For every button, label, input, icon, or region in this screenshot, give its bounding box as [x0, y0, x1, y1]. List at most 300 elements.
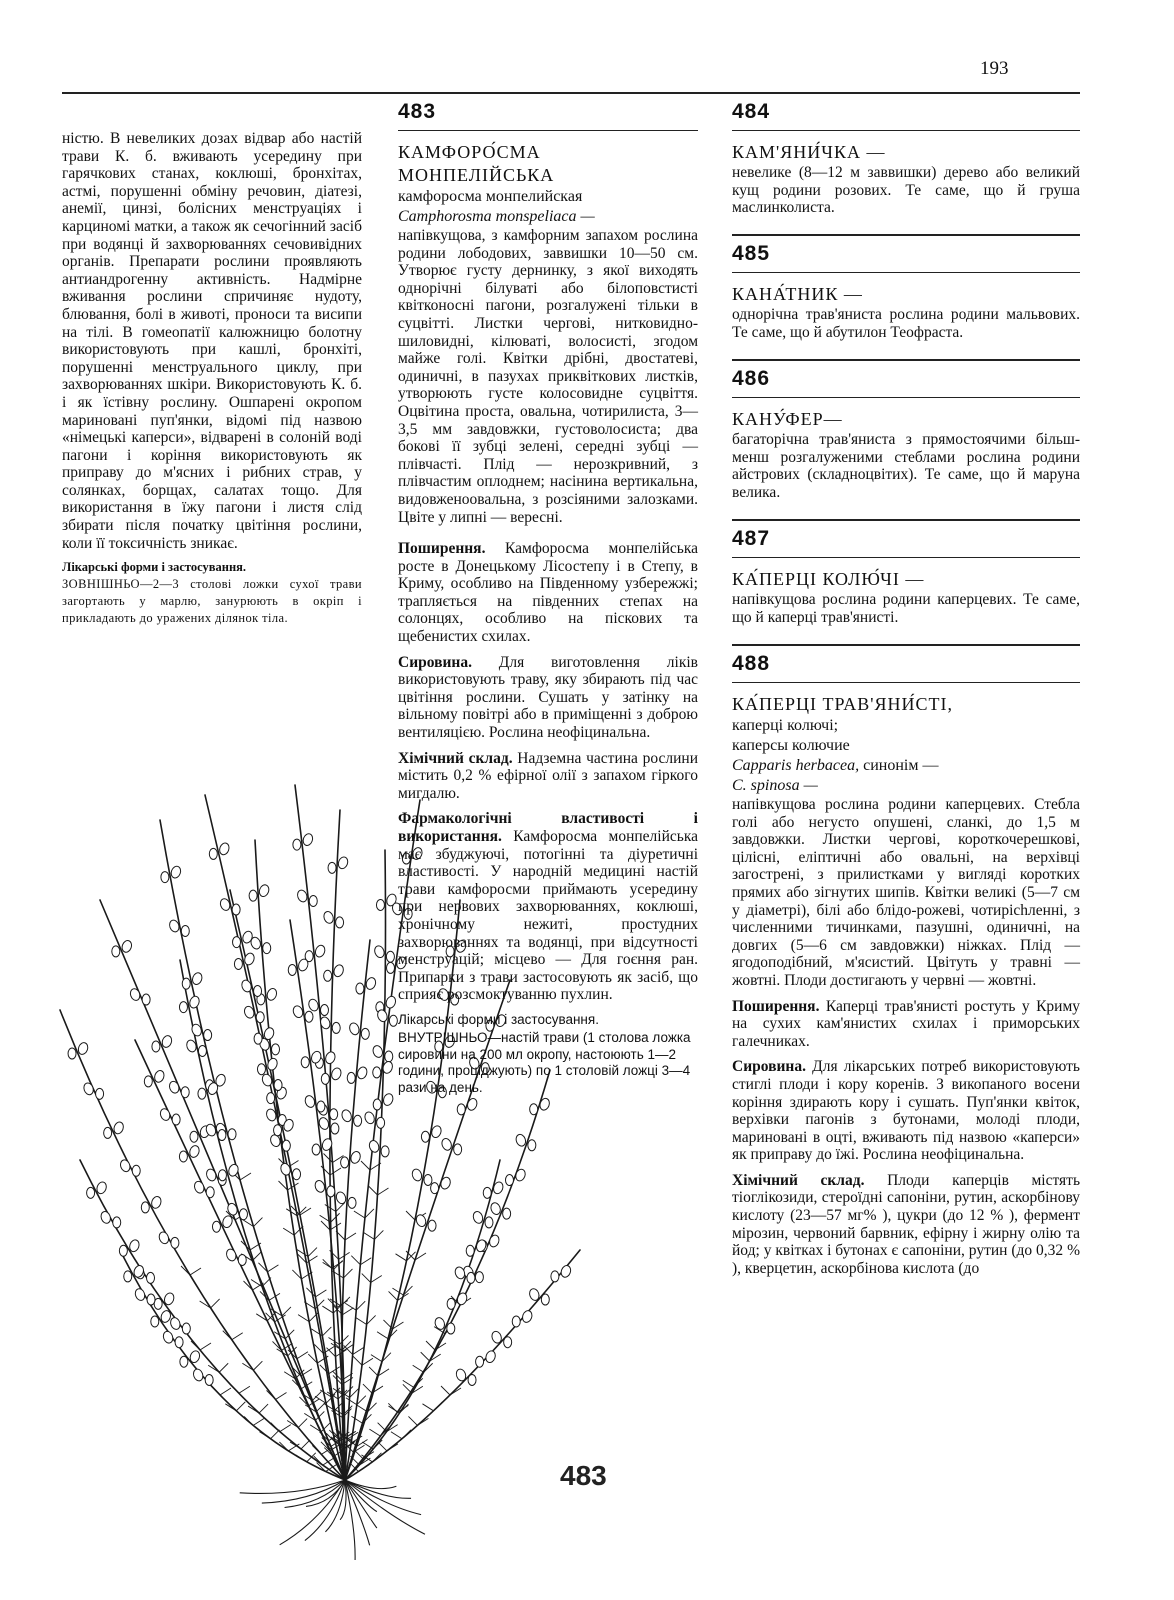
- plant-bud: [456, 1292, 469, 1306]
- headword: КА́ПЕРЦІ КОЛЮ́ЧІ —: [732, 569, 925, 589]
- plant-bud: [373, 1067, 381, 1078]
- plant-bud: [124, 1271, 132, 1282]
- plant-bud: [307, 998, 320, 1012]
- latin-name: Camphorosma monspeliaca —: [398, 208, 595, 225]
- plant-bud: [204, 1030, 212, 1041]
- plant-leaf: [343, 1269, 352, 1278]
- headword-line-1: КАМФОРО́СМА: [398, 142, 541, 162]
- plant-leaf: [363, 1384, 372, 1393]
- plant-leaf: [389, 1291, 398, 1300]
- russian-name: каперсы колючие: [732, 737, 850, 754]
- plant-bud: [376, 899, 384, 910]
- section-chemistry: [732, 1172, 1080, 1278]
- plant-bud: [331, 1123, 339, 1134]
- entry-number: 483: [398, 100, 698, 131]
- plant-bud: [205, 1374, 213, 1385]
- plant-leaf: [363, 1232, 374, 1239]
- latin-line: [732, 756, 1080, 776]
- plant-leaf: [271, 1430, 280, 1439]
- plant-bud: [141, 1202, 149, 1213]
- plant-bud: [349, 1150, 362, 1164]
- plant-leaf: [323, 1458, 334, 1465]
- plant-leaf: [262, 1278, 271, 1287]
- plant-bud: [181, 1087, 189, 1098]
- plant-leaf: [358, 1465, 369, 1472]
- plant-bud: [96, 1088, 104, 1099]
- plant-bud: [233, 937, 241, 948]
- plant-bud: [188, 995, 201, 1009]
- plant-bud: [330, 1067, 343, 1081]
- plant-leaf: [351, 1416, 362, 1423]
- plant-leaf: [288, 1444, 299, 1451]
- plant-bud: [447, 1323, 455, 1334]
- plant-bud: [190, 1131, 198, 1142]
- section-text: Для виготовлення ліків використовують траву, яку збирають під час цвітіння рослини. Сушать у затінку на вільному повітрі або в приміщенні з доброю вентиляцією. Рослина неофіцинальна.: [398, 653, 698, 742]
- plant-bud: [428, 1220, 436, 1231]
- plant-bud: [341, 1157, 349, 1168]
- plant-bud: [142, 994, 150, 1005]
- section-lead: Хімічний склад.: [732, 1171, 865, 1189]
- plant-leaf: [321, 1166, 330, 1175]
- plant-bud: [302, 832, 315, 846]
- plant-leaf: [369, 1367, 378, 1376]
- plant-bud: [483, 1187, 491, 1198]
- plant-bud: [472, 1210, 485, 1224]
- plant-bud: [132, 1165, 140, 1176]
- plant-leaf: [353, 1347, 364, 1354]
- plant-leaf: [378, 1423, 387, 1432]
- plant-bud: [373, 1099, 381, 1110]
- latin-name: Capparis herbacea,: [732, 757, 860, 774]
- plant-bud: [254, 985, 262, 996]
- plant-leaf: [244, 1416, 253, 1425]
- headword: КАНУ́ФЕР—: [732, 409, 843, 429]
- entry-484-rule: [732, 92, 1080, 131]
- entry-487: [732, 519, 1080, 644]
- plant-bud: [348, 1197, 356, 1208]
- plant-bud: [87, 1187, 95, 1198]
- section-distribution: [732, 998, 1080, 1051]
- plant-leaf: [260, 1432, 271, 1439]
- forms-text: ВНУТРІШНЬО—настій трави (1 столова ложка сировини на 200 мл окропу, настоюють 1—2 години, проціджують) по 1 столовій ложці 3—4 рази на день.: [398, 1030, 691, 1095]
- plant-leaf: [354, 1450, 363, 1459]
- synonym-word: синонім —: [863, 757, 939, 774]
- plant-leaf: [298, 1419, 307, 1428]
- plant-bud: [170, 865, 183, 879]
- right-column: [732, 92, 1080, 1285]
- plant-bud: [212, 1221, 220, 1232]
- plant-leaf: [396, 1254, 407, 1261]
- plant-bud: [382, 1092, 395, 1106]
- plant-bud: [317, 1101, 325, 1112]
- plant-bud: [257, 1064, 265, 1075]
- plant-bud: [530, 1104, 538, 1115]
- plant-bud: [182, 1323, 190, 1334]
- section-lead: Фармакологічні властивості і використання.: [398, 810, 698, 845]
- plant-bud: [476, 1356, 484, 1367]
- entry-488: [732, 644, 1080, 1277]
- plant-bud: [179, 1002, 187, 1013]
- plant-leaf: [211, 1299, 220, 1308]
- plant-bud: [263, 943, 271, 954]
- plant-bud: [227, 1163, 240, 1177]
- plant-bud: [206, 1187, 214, 1198]
- plant-leaf: [211, 1386, 220, 1395]
- plant-leaf: [230, 1384, 239, 1393]
- plant-bud: [147, 1294, 155, 1305]
- plant-bud: [112, 946, 120, 957]
- plant-bud: [439, 1176, 452, 1190]
- plant-leaf: [402, 1430, 411, 1439]
- section-text: Камфоросма монпелійська має збуджуючі, потогінні та діуретичні властивості. У народній медицині настій трави камфоросми приймають усередину при нервових захворюваннях, коклюші, хронічному нежиті, простудних захворюваннях та водянці, при відсутності менструацій; місцево — Для гоєння ран. Припарки з трави застосовують як засіб, що сприяє розсмоктуванню пухлин.: [398, 828, 698, 1004]
- section-lead: Сировина.: [398, 653, 472, 671]
- plant-leaf: [219, 1363, 228, 1372]
- plant-bud: [356, 1066, 369, 1080]
- plant-leaf: [391, 1432, 402, 1439]
- entry-484: [732, 92, 1080, 234]
- plant-bud: [293, 1169, 301, 1180]
- plant-leaf: [312, 1445, 321, 1454]
- plant-bud: [411, 1168, 424, 1182]
- latin-synonym: C. spinosa —: [732, 777, 818, 794]
- plant-leaf: [387, 1444, 398, 1451]
- section-text: Камфоросма монпелійська росте в Донецькому Лісостепу і в Степу, в Криму, особливо на Південному узбережжі; трапляється на південних степах на солонцях, особливо на піскових та щебенистих схилах.: [398, 540, 698, 646]
- section-lead: Поширення.: [398, 540, 486, 558]
- plant-root: [280, 1480, 345, 1545]
- plant-bud: [179, 1151, 187, 1162]
- forms-heading: Лікарські форми і застосування.: [62, 560, 247, 575]
- headword: КАНА́ТНИК —: [732, 284, 863, 304]
- plant-bud: [305, 1011, 313, 1022]
- plant-leaf: [239, 1386, 250, 1393]
- plant-bud: [234, 958, 242, 969]
- plant-leaf: [236, 1402, 245, 1411]
- plant-leaf: [200, 1343, 211, 1350]
- entry-488-rule: [732, 644, 1080, 683]
- plant-leaf: [336, 1203, 345, 1212]
- plant-leaf: [422, 1404, 433, 1411]
- plant-leaf: [353, 1356, 362, 1365]
- plant-bud: [440, 1137, 453, 1151]
- section-lead: Хімічний склад.: [398, 749, 513, 767]
- plant-bud: [368, 1139, 381, 1153]
- plant-leaf: [354, 1211, 365, 1218]
- plant-bud: [336, 917, 344, 928]
- description: багаторічна трав'яниста з прямостоячими більш-менш розгалуженими стеблами рослина родини айстрових (складноцвітих). Те саме, що й маруна велика.: [732, 431, 1080, 501]
- plant-bud: [254, 1033, 262, 1044]
- plant-bud: [198, 1045, 206, 1056]
- plant-bud: [457, 1104, 465, 1115]
- plant-leaf: [357, 1405, 368, 1412]
- plant-bud: [320, 1005, 328, 1016]
- plant-leaf: [190, 1268, 201, 1275]
- description: однорічна трав'яниста рослина родини мальвових. Те саме, що й абутилон Теофраста.: [732, 306, 1080, 341]
- plant-bud: [249, 890, 257, 901]
- plant-leaf: [388, 1406, 399, 1413]
- plant-leaf: [433, 1402, 442, 1411]
- plant-bud: [385, 1051, 393, 1062]
- plant-bud: [337, 856, 350, 870]
- russian-name: камфоросма монпелийская: [398, 188, 583, 205]
- plant-bud: [421, 1131, 429, 1142]
- plant-bud: [172, 1114, 180, 1125]
- section-distribution: [398, 540, 698, 646]
- plant-bud: [209, 848, 217, 859]
- plant-leaf: [392, 1288, 403, 1295]
- plant-bud: [541, 1294, 549, 1305]
- page-number: 193: [980, 58, 1009, 79]
- plant-bud: [151, 1316, 159, 1327]
- plant-bud: [322, 910, 335, 924]
- plant-bud: [468, 1374, 476, 1385]
- description: напівкущова, з камфорним запахом рослина родини лободових, заввишки 10—50 см. Утворює густу дернинку, з якої виходять однорічні білуваті або білоповстисті квітконосні пагони, розгалужені тільки в суцвітті. Листки чергові, нитковидно-шиловидні, кілюваті, волосисті, згодом майже голі. Квітки дрібні, двостатеві, одиничні, в пазухах приквіткових листків, утворюють густе колосовидне суцвіття. Оцвітина проста, овальна, чотирилиста, 3—3,5 мм завдовжки, густоволосиста; два бокові її зубці зелені, середні зубці — плівчасті. Плід — нерозкривний, з плівчастим оплоднем; насінина вертикальна, видовженоовальна, з розсіяними залозками. Цвіте у липні — вересні.: [398, 227, 698, 526]
- plant-bud: [129, 987, 142, 1001]
- plant-leaf: [331, 1213, 340, 1222]
- plant-bud: [168, 1080, 181, 1094]
- plant-bud: [293, 839, 301, 850]
- entry-number: 488: [732, 652, 1080, 683]
- plant-bud: [505, 1175, 513, 1186]
- plant-bud: [282, 1140, 290, 1151]
- plant-bud: [504, 1337, 512, 1348]
- section-raw-material: [732, 1058, 1080, 1164]
- plant-bud: [182, 978, 190, 989]
- plant-bud: [514, 1168, 527, 1182]
- plant-bud: [158, 1231, 171, 1245]
- plant-bud: [99, 1210, 112, 1224]
- plant-bud: [274, 1080, 282, 1091]
- description: невелике (8—12 м заввишки) дерево або великий кущ родини розових. Те саме, що й груша маслинколиста.: [732, 164, 1080, 217]
- alternate-name: каперці колючі;: [732, 717, 839, 734]
- entry-485: [732, 234, 1080, 359]
- plant-leaf: [331, 1411, 342, 1418]
- plant-leaf: [220, 1388, 231, 1395]
- plant-bud: [340, 1109, 353, 1123]
- plant-bud: [424, 1174, 432, 1185]
- plant-bud: [327, 1186, 335, 1197]
- headword: КА́ПЕРЦІ ТРАВ'ЯНИ́СТІ,: [732, 694, 953, 714]
- plant-leaf: [240, 1173, 251, 1180]
- plant-bud: [371, 1044, 384, 1058]
- plant-bud: [181, 925, 189, 936]
- plant-bud: [134, 1287, 147, 1301]
- plant-bud: [521, 1309, 534, 1323]
- plant-bud: [218, 1130, 226, 1141]
- plant-bud: [354, 1115, 362, 1126]
- plant-bud: [169, 1316, 182, 1330]
- plant-bud: [321, 1073, 329, 1084]
- plant-bud: [361, 1028, 369, 1039]
- plant-bud: [175, 1337, 183, 1348]
- plant-leaf: [372, 1453, 381, 1462]
- plant-leaf: [339, 1335, 348, 1344]
- plant-bud: [330, 1109, 338, 1120]
- plant-leaf: [276, 1392, 287, 1399]
- plant-bud: [373, 945, 386, 959]
- plant-bud: [488, 1234, 501, 1248]
- plant-bud: [104, 1127, 112, 1138]
- section-text: Надземна частина рослини містить 0,2 % ефірної олії з запахом гіркого мигдалю.: [398, 749, 698, 802]
- plant-leaf: [369, 1429, 380, 1436]
- plant-leaf: [280, 1425, 291, 1432]
- plant-bud: [385, 995, 398, 1009]
- headword-line-2: МОНПЕЛІЙСЬКА: [398, 165, 555, 185]
- plant-leaf: [360, 1258, 371, 1265]
- entry-486-rule: [732, 359, 1080, 398]
- plant-stem: [345, 1160, 500, 1480]
- plant-bud: [193, 1180, 206, 1194]
- plant-bud: [232, 904, 240, 915]
- plant-bud: [144, 1076, 152, 1087]
- plant-leaf: [294, 1226, 303, 1235]
- plant-bud: [363, 1111, 376, 1125]
- plant-bud: [205, 1168, 218, 1182]
- continued-entry-text: ністю. В невеликих дозах відвар або настій трави К. б. вживають усередину при гарячкових станах, коклюші, бронхітах, астмі, порушенні обміну речовин, діатезі, анемії, цинзі, болісних менструаціях і карциномі матки, а також як сечогінний засіб при водянці й захворюваннях сечовивідних органів. Препарати рослини проявляють антиандрогенну активність. Надмірне вживання рослини спричиняє нудоту, блювання, болі в животі, проноси та висипи на тілі. В гомеопатії калюжницю болотну використовують при кашлі, бронхіті, порушенні менструального циклу, при захворюваннях шкіри. Використовують К. б. і як їстівну рослину. Ошпарені окропом мариновані пуп'янки, відомі під назвою «німецькі каперси», відварені в солоній воді пагони і коріння використовують як приправу до м'ясних і рибних страв, у солянках, борщах, салатах тощо. Для використання в їжу пагони і листя слід збирати після початку цвітіння рослини, коли її токсичність зникає.: [62, 130, 362, 552]
- plant-bud: [454, 1144, 462, 1155]
- entry-number: 487: [732, 527, 1080, 558]
- plant-leaf: [371, 1276, 382, 1283]
- plant-bud: [225, 1248, 238, 1262]
- plant-leaf: [301, 1440, 310, 1449]
- plant-leaf: [288, 1183, 299, 1190]
- plant-bud: [466, 1245, 474, 1256]
- plant-bud: [431, 1183, 439, 1194]
- plant-leaf: [296, 1455, 307, 1462]
- plant-bud: [484, 1350, 497, 1364]
- section-text: Для лікарських потреб використовують стиглі плоди і кору коренів. З викопаного восени коріння здирають кору і сушать. Пуп'янки квіток, верхівки пагонів з бутонами, молоді плоди, мариновані в оцті, вживають під назвою «каперси» як приправу до їжі. Рослина неофіцинальна.: [732, 1058, 1080, 1164]
- plant-bud: [68, 1048, 76, 1059]
- plant-bud: [347, 1072, 355, 1083]
- plant-bud: [113, 1217, 121, 1228]
- plant-bud: [386, 951, 394, 962]
- plant-leaf: [253, 1418, 264, 1425]
- plant-bud: [348, 1022, 361, 1036]
- description: напівкущова рослина родини каперцевих. Стебла голі або негусто опушені, сланкі, до 1,5 м завдовжки. Листки чергові, короткочерешкові, цілісні, еліптичні або овальні, на верхівці загострені, з прилистками у вигляді коротких прямих або зігнутих шипів. Квітки великі (5—7 см у діаметрі), білі або блідо-рожеві, чотирichленні, з численними тичинками, пазушні, одиничні, на довгих (5—6 см завдовжки) ніжках. Плід — ягодоподібний, м'ясистий. Цвітуть у травні — жовтні. Плоди достигають у червні — жовтні.: [732, 796, 1080, 989]
- plant-bud: [238, 1254, 246, 1265]
- illustration-number: 483: [560, 1460, 607, 1491]
- entry-number: 485: [732, 242, 1080, 273]
- plant-bud: [503, 1208, 511, 1219]
- plant-bud: [475, 1272, 483, 1283]
- left-column: [62, 130, 362, 627]
- section-chemistry: [398, 750, 698, 803]
- plant-bud: [512, 1316, 520, 1327]
- plant-stem: [345, 1070, 550, 1480]
- forms-text: ЗОВНІШНЬО—2—3 столові ложки сухої трави загортають у марлю, занурюють в окріп і прикладають до уражених ділянок тіла.: [62, 577, 362, 626]
- section-lead: Сировина.: [732, 1058, 806, 1076]
- plant-bud: [332, 964, 345, 978]
- plant-bud: [267, 1093, 275, 1104]
- plant-leaf: [316, 1403, 325, 1412]
- plant-bud: [515, 1133, 528, 1147]
- plant-bud: [466, 1097, 479, 1111]
- plant-bud: [324, 1051, 337, 1065]
- entry-number: 486: [732, 367, 1080, 398]
- plant-leaf: [322, 1327, 331, 1336]
- plant-bud: [258, 883, 271, 897]
- plant-leaf: [426, 1341, 435, 1350]
- plant-bud: [528, 1140, 536, 1151]
- plant-leaf: [406, 1211, 415, 1220]
- plant-leaf: [421, 1352, 430, 1361]
- plant-bud: [119, 1245, 127, 1256]
- plant-bud: [159, 1107, 172, 1121]
- plant-bud: [309, 895, 317, 906]
- plant-bud: [162, 1330, 175, 1344]
- plant-bud: [328, 862, 336, 873]
- plant-bud: [239, 1209, 247, 1220]
- headword: КАМ'ЯНИ́ЧКА —: [732, 142, 886, 162]
- plant-bud: [560, 1264, 573, 1278]
- plant-bud: [180, 1356, 188, 1367]
- plant-bud: [192, 1368, 205, 1382]
- plant-bud: [381, 1146, 389, 1157]
- plant-leaf: [290, 1442, 301, 1449]
- plant-leaf: [345, 1233, 356, 1240]
- plant-bud: [119, 1159, 132, 1173]
- plant-bud: [272, 1044, 280, 1055]
- plant-bud: [301, 1057, 309, 1068]
- plant-bud: [467, 1272, 475, 1283]
- plant-bud: [324, 970, 332, 981]
- plant-leaf: [369, 1186, 378, 1195]
- plant-leaf: [408, 1416, 417, 1425]
- plant-leaf: [330, 1223, 341, 1230]
- entry-483: [398, 92, 698, 1096]
- plant-leaf: [346, 1398, 357, 1405]
- plant-leaf: [362, 1274, 371, 1283]
- plant-leaf: [351, 1256, 360, 1265]
- plant-bud: [356, 983, 364, 994]
- plant-leaf: [297, 1352, 308, 1359]
- plant-leaf: [282, 1307, 291, 1316]
- section-lead: Поширення.: [732, 997, 820, 1015]
- plant-bud: [256, 1012, 264, 1023]
- plant-bud: [485, 1217, 493, 1228]
- plant-leaf: [342, 1308, 353, 1315]
- entry-number: 484: [732, 100, 1080, 131]
- entry-486: [732, 359, 1080, 519]
- plant-bud: [218, 1170, 226, 1181]
- plant-leaf: [413, 1365, 424, 1372]
- plant-root: [240, 1480, 345, 1493]
- plant-leaf: [441, 1386, 450, 1395]
- forms-heading: Лікарські форми і застосування.: [398, 1011, 599, 1027]
- plant-bud: [288, 964, 296, 975]
- plant-leaf: [322, 1306, 333, 1313]
- plant-bud: [266, 987, 279, 1001]
- section-pharmacology: [398, 810, 698, 1004]
- plant-leaf: [259, 1404, 268, 1413]
- plant-leaf: [377, 1332, 388, 1339]
- plant-bud: [274, 1125, 282, 1136]
- plant-bud: [314, 944, 327, 958]
- plant-bud: [387, 962, 395, 973]
- plant-bud: [538, 1097, 551, 1111]
- plant-bud: [171, 1237, 179, 1248]
- plant-leaf: [330, 1168, 341, 1175]
- plant-bud: [218, 842, 231, 856]
- plant-bud: [82, 1082, 95, 1096]
- plant-leaf: [308, 1248, 317, 1257]
- plant-leaf: [336, 1350, 347, 1357]
- plant-bud: [335, 1191, 348, 1205]
- plant-leaf: [267, 1390, 276, 1399]
- plant-leaf: [252, 1252, 261, 1261]
- plant-leaf: [362, 1358, 373, 1365]
- plant-leaf: [315, 1290, 326, 1297]
- plant-leaf: [356, 1317, 367, 1324]
